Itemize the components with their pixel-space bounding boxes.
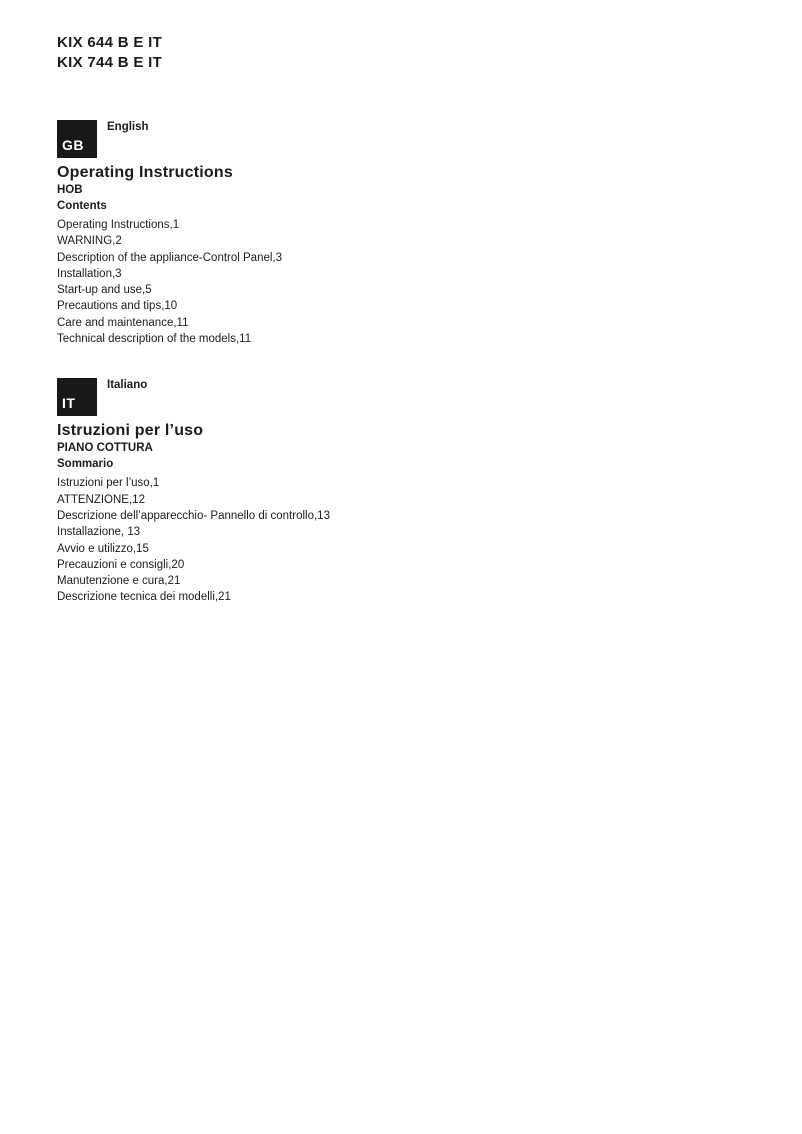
toc-item: Descrizione dell’apparecchio- Pannello di controllo,13 <box>57 509 330 522</box>
toc-item: Description of the appliance-Control Panel,3 <box>57 251 283 264</box>
section-title: Operating Instructions <box>57 164 233 181</box>
toc-item: Precautions and tips,10 <box>57 300 178 313</box>
toc-item: ATTENZIONE,12 <box>57 493 145 506</box>
model-code: KIX 644 B E IT <box>57 34 163 51</box>
toc-item: Technical description of the models,11 <box>57 333 252 346</box>
section-italian <box>57 378 802 605</box>
toc-item: Operating Instructions,1 <box>57 219 180 231</box>
section-title: Istruzioni per l’uso <box>57 422 204 440</box>
appliance-type: PIANO COTTURA <box>57 442 153 455</box>
toc-item: Start-up and use,5 <box>57 284 152 297</box>
toc-item: Installazione, 13 <box>57 526 141 539</box>
toc-item: Descrizione tecnica dei modelli,21 <box>57 591 231 604</box>
language-label: English <box>107 121 149 133</box>
toc-item: Care and maintenance,11 <box>57 316 189 329</box>
table-of-contents <box>57 475 802 605</box>
toc-item: Precauzioni e consigli,20 <box>57 558 185 571</box>
section-english <box>57 120 802 347</box>
contents-heading: Sommario <box>57 458 114 471</box>
toc-item: Avvio e utilizzo,15 <box>57 542 149 555</box>
language-label: Italiano <box>107 379 148 392</box>
gb-language-badge: GB <box>57 120 97 158</box>
it-language-badge: IT <box>57 378 97 416</box>
toc-item: WARNING,2 <box>57 235 122 248</box>
model-code: KIX 744 B E IT <box>57 54 163 71</box>
language-badge-row <box>57 378 802 416</box>
language-badge-row <box>57 120 802 158</box>
contents-heading: Contents <box>57 200 107 212</box>
toc-item: Installation,3 <box>57 267 122 280</box>
model-codes <box>57 33 802 73</box>
toc-item: Manutenzione e cura,21 <box>57 575 181 588</box>
appliance-type: HOB <box>57 184 83 196</box>
toc-item: Istruzioni per l’uso,1 <box>57 477 160 490</box>
table-of-contents <box>57 217 802 347</box>
